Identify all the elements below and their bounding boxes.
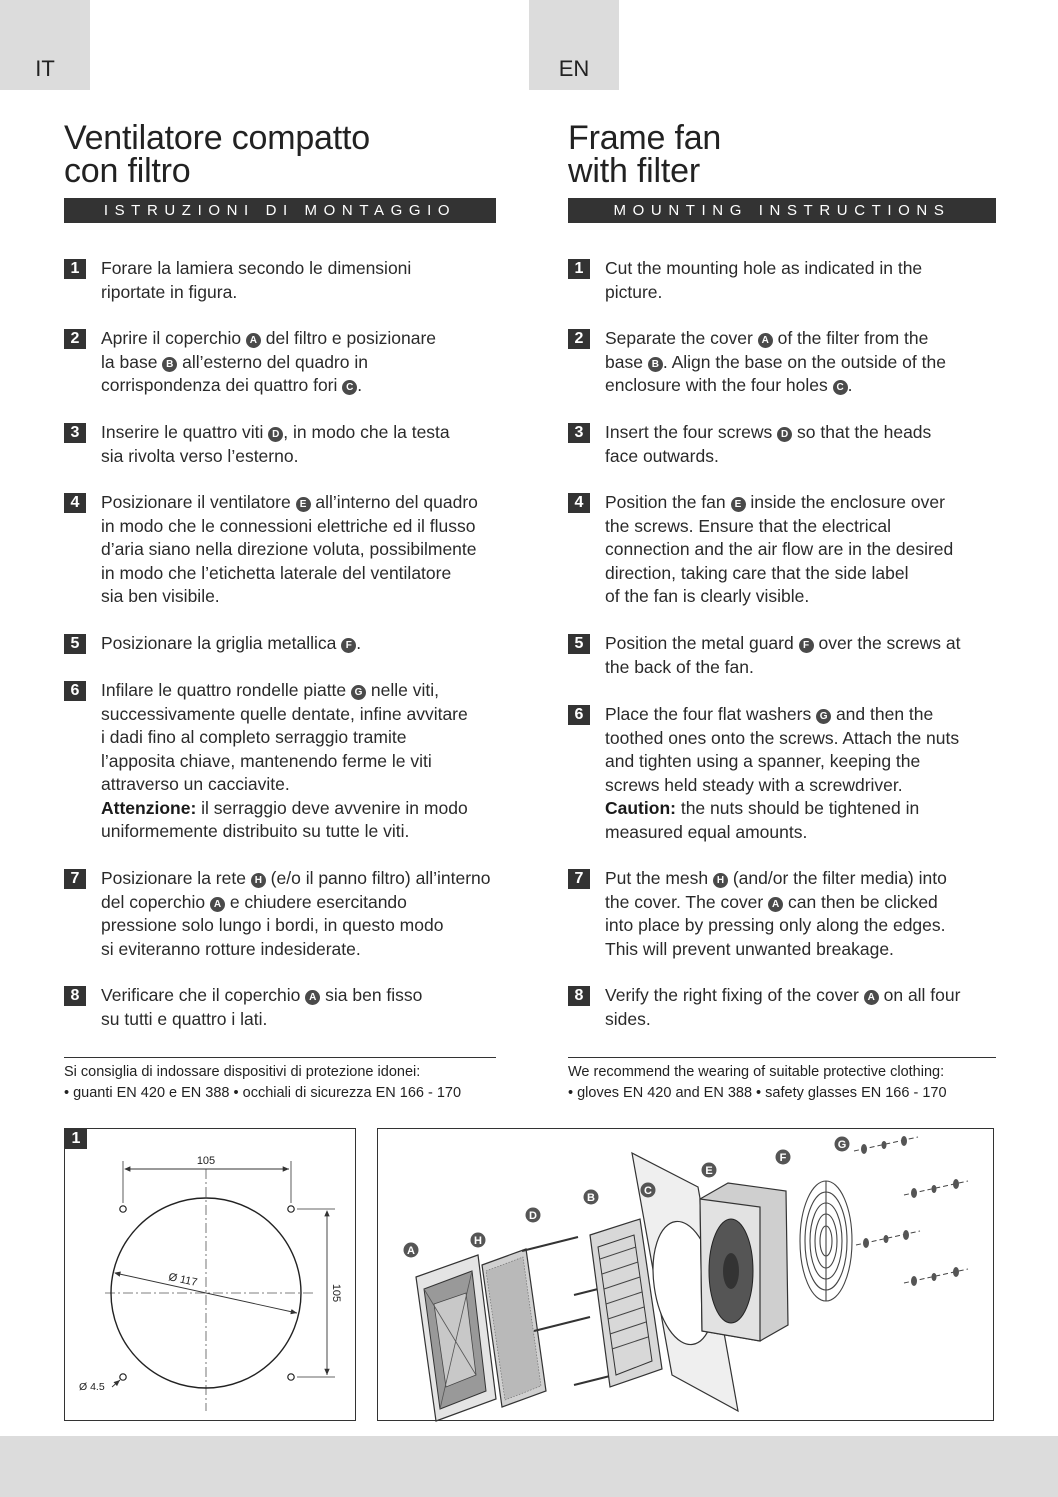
step-text: Position the fan E inside the enclosure over the screws. Ensure that the electrical connection and the air flow are in the desired direction, taking care that the side label of the fan is clearly visible. [605, 492, 954, 606]
step-2 [568, 327, 996, 398]
part-badge-a: A [210, 897, 225, 912]
diameter-label: Ø 117 [167, 1271, 199, 1289]
step-1 [568, 257, 996, 304]
fan-part [700, 1183, 788, 1341]
step-text: Verificare che il coperchio A sia ben fisso su tutti e quattro i lati. [101, 985, 423, 1029]
section-heading-en: MOUNTING INSTRUCTIONS [568, 198, 996, 223]
step-number: 2 [568, 329, 590, 349]
step-text: Position the metal guard F over the screws at the back of the fan. [605, 633, 961, 677]
section-heading-it: ISTRUZIONI DI MONTAGGIO [64, 198, 496, 223]
step-text: Forare la lamiera secondo le dimensioni riportate in figura. [101, 258, 412, 302]
step-number: 1 [64, 259, 86, 279]
part-badge-h: H [251, 873, 266, 888]
part-label-a [404, 1243, 419, 1258]
figure-number: 1 [65, 1129, 87, 1149]
part-badge-b: B [648, 357, 663, 372]
step-text: Place the four flat washers G and then the toothed ones onto the screws. Attach the nuts and tighten using a spanner, keeping the screws held steady with a screwdriver. Caution: the nuts should be tightened in measured equal amounts. [605, 704, 960, 842]
exploded-assembly-drawing [378, 1129, 995, 1422]
page-title-en-line2: with filter [568, 152, 700, 190]
step-6 [64, 679, 496, 844]
nut-icons [861, 1136, 959, 1286]
step-8 [568, 984, 996, 1031]
mounting-hole [120, 1206, 126, 1212]
step-2 [64, 327, 496, 398]
safety-note-it-line2: • guanti EN 420 e EN 388 • occhiali di sicurezza EN 166 - 170 [64, 1085, 462, 1101]
step-text: Put the mesh H (and/or the filter media) into the cover. The cover A can then be clicked into place by pressing only along the edges. This will prevent unwanted breakage. [605, 868, 947, 959]
warning-label: Attenzione: [101, 797, 197, 818]
footer-band [0, 1436, 1058, 1497]
step-text: Posizionare il ventilatore E all’interno del quadro in modo che le connessioni elettriche ed il flusso d’aria siano nella direzione voluta, possibilmente in modo che l’etichetta laterale del ventilatore sia ben visibile. [101, 492, 478, 606]
english-column [568, 119, 996, 1101]
svg-text:E: E [705, 1165, 713, 1177]
step-6 [568, 703, 996, 844]
svg-text:C: C [644, 1185, 652, 1197]
step-number: 5 [568, 634, 590, 654]
part-badge-e: E [731, 497, 746, 512]
part-badge-b: B [162, 357, 177, 372]
language-tab-en-label: EN [558, 56, 590, 81]
step-text: Inserire le quattro viti D , in modo che la testa sia rivolta verso l’esterno. [101, 422, 450, 466]
step-text: Separate the cover A of the filter from the base B . Align the base on the outside of the enclosure with the four holes C . [605, 328, 946, 395]
step-number: 5 [64, 634, 86, 654]
safety-note-en-line1: We recommend the wearing of suitable protective clothing: [568, 1064, 945, 1080]
part-label-h [471, 1233, 486, 1248]
svg-text:F: F [779, 1152, 787, 1164]
part-label-d [526, 1208, 541, 1223]
svg-text:H: H [474, 1235, 482, 1247]
part-badge-d: D [777, 427, 792, 442]
step-number: 6 [568, 705, 590, 725]
part-label-f [776, 1150, 791, 1165]
step-3 [568, 421, 996, 468]
part-badge-f: F [799, 638, 814, 653]
part-badge-a: A [758, 333, 773, 348]
step-number: 4 [568, 493, 590, 513]
part-badge-e: E [296, 497, 311, 512]
part-badge-c: C [833, 380, 848, 395]
vertical-dimension-label: 105 [330, 1283, 342, 1303]
step-number: 3 [64, 423, 86, 443]
svg-text:G: G [837, 1139, 847, 1151]
warning-label: Caution: [605, 798, 676, 818]
language-tab-it-label: IT [35, 56, 55, 81]
part-label-b [584, 1190, 599, 1205]
language-tab-en [529, 0, 619, 90]
part-label-e [702, 1163, 717, 1178]
step-3 [64, 421, 496, 468]
part-badge-g: G [816, 709, 831, 724]
step-1 [64, 257, 496, 304]
part-badge-a: A [305, 990, 320, 1005]
washers-and-nuts [854, 1137, 968, 1283]
part-badge-g: G [351, 685, 366, 700]
part-label-c [641, 1183, 656, 1198]
step-number: 8 [64, 986, 86, 1006]
step-number: 7 [568, 869, 590, 889]
step-number: 1 [568, 259, 590, 279]
step-number: 7 [64, 869, 86, 889]
step-number: 6 [64, 681, 86, 701]
step-4 [64, 491, 496, 609]
step-text: Insert the four screws D so that the heads face outwards. [605, 422, 932, 466]
page-title-it-line1: Ventilatore compatto [64, 119, 370, 157]
mounting-hole [288, 1206, 294, 1212]
exploded-assembly-figure [377, 1128, 994, 1421]
step-5 [568, 632, 996, 679]
horizontal-dimension-label: 105 [196, 1155, 216, 1167]
part-badge-a: A [246, 333, 261, 348]
part-badge-c: C [342, 380, 357, 395]
step-text: Posizionare la griglia metallica F . [101, 633, 362, 653]
hole-diameter-label: Ø 4.5 [79, 1381, 105, 1393]
part-label-g [835, 1137, 850, 1152]
step-text: Aprire il coperchio A del filtro e posizionare la base B all’esterno del quadro in corrispondenza dei quattro fori C . [101, 328, 437, 395]
step-8 [64, 984, 496, 1031]
part-badge-f: F [341, 638, 356, 653]
svg-text:B: B [587, 1192, 595, 1204]
part-badge-a: A [864, 990, 879, 1005]
step-number: 8 [568, 986, 590, 1006]
step-text: Posizionare la rete H (e/o il panno filtro) all’interno del coperchio A e chiudere esercitando pressione solo lungo i bordi, in questo modo si eviteranno rotture indesiderate. [101, 868, 491, 959]
step-number: 4 [64, 493, 86, 513]
step-7 [568, 867, 996, 961]
page-title-it-line2: con filtro [64, 152, 191, 190]
page-title-en [568, 119, 996, 190]
drilling-template-drawing [65, 1129, 357, 1422]
step-number: 3 [568, 423, 590, 443]
svg-text:A: A [407, 1245, 415, 1257]
step-number: 2 [64, 329, 86, 349]
language-tab-it [0, 0, 90, 90]
svg-text:D: D [529, 1210, 537, 1222]
page-title-en-line1: Frame fan [568, 119, 722, 157]
step-4 [568, 491, 996, 609]
page-title-it [64, 119, 496, 190]
safety-note-it [64, 1057, 496, 1104]
safety-note-en [568, 1057, 996, 1104]
part-badge-h: H [713, 873, 728, 888]
drilling-template-figure [64, 1128, 356, 1421]
fan-guard-part [800, 1181, 852, 1301]
step-5 [64, 632, 496, 656]
part-badge-d: D [268, 427, 283, 442]
mounting-hole [288, 1374, 294, 1380]
step-text: Verify the right fixing of the cover A on all four sides. [605, 985, 961, 1029]
safety-note-en-line2: • gloves EN 420 and EN 388 • safety glasses EN 166 - 170 [568, 1085, 947, 1101]
step-text: Cut the mounting hole as indicated in the picture. [605, 258, 923, 302]
safety-note-it-line1: Si consiglia di indossare dispositivi di protezione idonei: [64, 1064, 421, 1080]
italian-column [64, 119, 496, 1101]
step-text: Infilare le quattro rondelle piatte G nelle viti, successivamente quelle dentate, infine avvitare i dadi fino al completo serraggio tramite l’apposita chiave, mantenendo ferme le viti attraverso un cacciavite. Attenzione: il serraggio deve avvenire in modo uniformemente distribuito su tutte le viti. [101, 680, 468, 841]
step-7 [64, 867, 496, 961]
mounting-hole [120, 1374, 126, 1380]
part-badge-a: A [768, 897, 783, 912]
